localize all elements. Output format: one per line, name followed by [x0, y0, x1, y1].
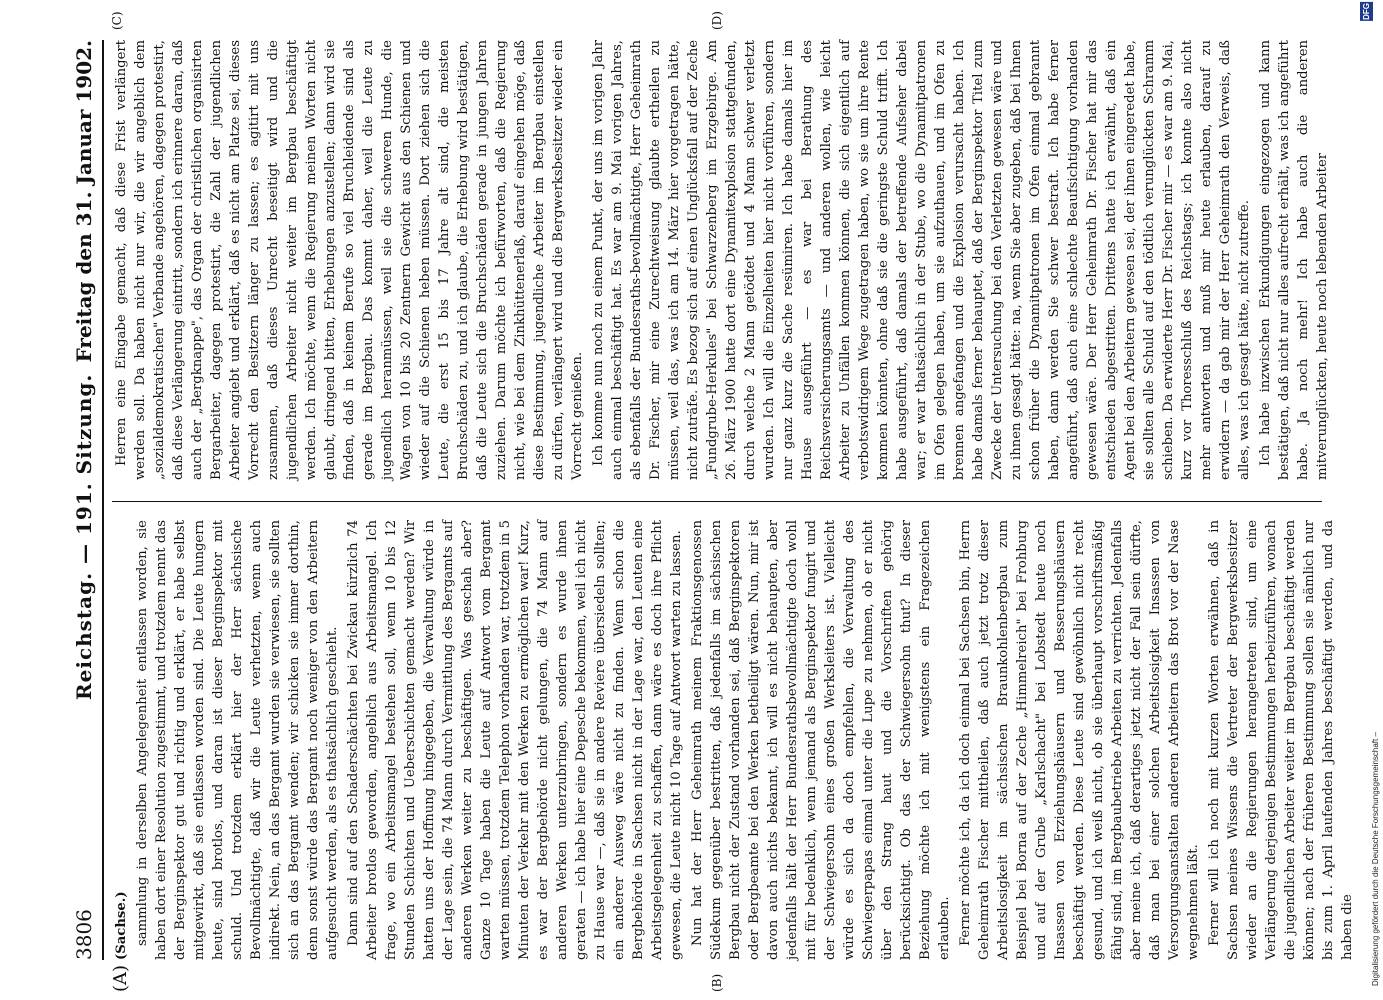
digitization-note — [1357, 6, 1380, 986]
section-marker-d: (D) — [710, 11, 724, 30]
dfg-logo: DFG — [1362, 3, 1371, 20]
page-header — [68, 40, 104, 960]
column-divider — [112, 501, 1322, 502]
paragraph: Ich habe inzwischen Erkundigungen eingezogen und kann bestätigen, daß nicht nur alles aufrecht erhält, was ich angeführt habe. Ja noch mehr! Ich habe auch die anderen mitverunglückten, heute noch lebenden Arbeiter — [1258, 40, 1330, 480]
paragraph: Herren eine Eingabe gemacht, daß diese Frist verlängert werden soll. Da haben nicht nur wir, die wir angeblich dem „sozialdemokratischen" Verbande angehören, dagegen protestirt, daß diese Verlängerung eintritt, sondern ich erinnere daran, daß auch der „Bergknappe", das Organ der christlichen organisirten Bergarbeiter, dagegen protestirt, die Zahl der jugendlichen Arbeiter angiebt und erklärt, daß es nicht am Platze sei, dieses Vorrecht den Besitzern länger zu lassen; es agitirt mit uns zusammen, daß dieses Unrecht beseitigt wird und die jugendlichen Arbeiter nicht weiter im Bergbau beschäftigt werden. Ich möchte, wenn die Regierung meinen Worten nicht glaubt, dringend bitten, Erhebungen anzustellen; dann wird sie finden, daß in keinem Berufe so viel Bruchleidende sind als gerade im Bergbau. Das kommt daher, weil die Leute zu jugendlich heranmüssen, weil sie die schweren Hunde, die Wagen von 10 bis 20 Zentnern Gewicht aus den Schienen und wieder auf die Schienen heben müssen. Dort ziehen sich die Leute, die erst 15 bis 17 Jahre alt sind, die meisten Bruchschäden zu, und ich glaube, die Erhebung wird bestätigen, daß die Leute sich die Bruchschäden gerade in jungen Jahren zuziehen. Darum möchte ich befürworten, daß die Regierung nicht, wie bei dem Zinkhüttenerlaß, darauf eingehen möge, daß diese Bestimmung, jugendliche Arbeiter im Bergbau einstellen zu dürfen, verlängert wird und die Bergwerksbesitzer wieder ein Vorrecht genießen. — [114, 40, 585, 480]
section-marker-a: (A) — [110, 964, 131, 992]
paragraph: Nun hat der Herr Geheimrath meinem Fraktionsgenossen Südekum gegenüber bestritten, daß jedenfalls im sächsischen Bergbau nicht der Zustand vorhanden sei, daß Berginspektoren oder Bergbeamte bei den Werken betheiligt wären. Nun, mir ist davon auch nichts bekannt, ich will es nicht behaupten, aber jedenfalls hält der Herr Bundesrathsbevollmächtigte doch wohl mit für bedenklich, wenn jemand als Berginspektor fungirt und der Schwiegersohn eines großen Werksleiters ist. Vielleicht würde es sich da doch empfehlen, die Verwaltung des Schwiegerpapas einmal unter die Lupe zu nehmen, ob er nicht über den Strang haut und die Vorschriften gehörig berücksichtigt. Ob das der Schwiegersohn thut? In dieser Beziehung möchte ich mit wenigstens ein Fragezeichen erlauben. — [690, 520, 952, 960]
section-marker-c: (C) — [110, 11, 124, 30]
paragraph: sammlung in derselben Angelegenheit entlassen worden, sie haben dort einer Resolution zugestimmt, und trotzdem nennt das der Berginspektor gut und richtig und erklärt, er habe selbst mitgewirkt, daß sie entlassen worden sind. Die Leute hungern heute, sind brotlos, und daran ist dieser Berginspektor mit schuld. Und trotzdem erklärt hier der Herr sächsische Bevollmächtigte, daß wir die Leute verhetzten, wenn auch indirekt. Nein, an das Bergamt wurden sie verwiesen, sie sollten sich an das Bergamt wenden; wir schicken sie immer dorthin, denn sonst würde das Bergamt noch weniger von den Arbeitern aufgesucht werden, als es thatsächlich geschieht. — [135, 520, 340, 960]
left-column — [112, 520, 1355, 960]
digitization-text: Digitalisierung gefördert durch die Deutsche Forschungsgemeinschaft – — [1371, 732, 1380, 986]
paragraph: Ich komme nun noch zu einem Punkt, der uns im vorigen Jahr auch einmal beschäftigt hat. Es war am 9. Mai vorigen Jahres, als ebenfalls der Bundesraths-bevollmächtigte, Herr Geheimrath Dr. Fischer, mir eine Zurechtweisung glaubte ertheilen zu müssen, weil das, was ich am 14. März hier vorgetragen hätte, nicht zuträfe. Es bezog sich auf einen Unglücksfall auf der Zeche „Fundgrube-Herkules" bei Schwarzenberg im Erzgebirge. Am 26. März 1900 hatte dort eine Dynamitexplosion stattgefunden, durch welche 2 Mann getödtet und 4 Mann schwer verletzt wurden. Ich will die Einzelheiten hier nicht vorführen, sondern nur ganz kurz die Sache resümiren. Ich habe damals hier im Hause ausgeführt — es war bei Berathung des Reichsversicherungsamts — und anderen wollen, wie leicht Arbeiter zu Unfällen kommen können, die sich eigentlich auf verbotswidrigem Wege zugetragen haben, wo sie um ihre Rente kommen könnten, ohne daß sie die geringste Schuld trifft. Ich habe ausgeführt, daß damals der betreffende Aufseher dabei war; er war thatsächlich in der Stube, wo die Dynamitpatronen im Ofen gelegen haben, um sie aufzuthauen, und im Ofen zu brennen angefangen und die Explosion verursacht haben. Ich habe damals ferner behauptet, daß der Berginspektor Titel zum Zwecke der Untersuchung bei den Verletzten gewesen wäre und zu ihnen gesagt hätte: na, wenn Sie aber zugeben, daß bei Ihnen schon früher die Dynamitpatronen im Ofen einmal gebrannt haben, dann werden Sie schwer bestraft. Ich habe ferner angeführt, daß auch eine schlechte Beaufsichtigung vorhanden gewesen wäre. Der Herr Geheimrath Dr. Fischer hat mir das entschieden abgestritten. Drittens hatte ich erwähnt, daß ein Agent bei den Arbeitern gewesen sei, der ihnen eingeredet habe, sie sollten alle Schuld auf den tödtlich verunglückten Schramm schieben. Da erwiderte Herr Dr. Fischer mir — es war am 9. Mai, kurz vor Thoresschluß des Reichstags; ich konnte also nicht mehr antworten und muß mir heute erlauben, darauf zu erwidern — da gab mir der Herr Geheimrath den Verweis, daß alles, was ich gesagt hätte, nicht zutreffe. — [591, 40, 1252, 480]
right-column — [112, 40, 1330, 480]
paragraph: Dann sind auf den Schaderschächten bei Zwickau kürzlich 74 Arbeiter brotlos geworden, angeblich aus Arbeitsmangel. Ich frage, wo ein Arbeitsmangel bestehen soll, wenn 10 bis 12 Stunden Schichten und Ueberschichten gemacht werden? Wir hatten uns der Hoffnung hingegeben, die Verwaltung würde in der Lage sein, die 74 Mann durch Vermittlung des Bergamts auf anderen Werken weiter zu beschäftigen. Was geschah aber? Ganze 10 Tage haben die Leute auf Antwort vom Bergamt warten müssen, trotzdem Telephon vorhanden war, trotzdem in 5 Minuten der Verkehr mit den Werken zu ermöglichen war! Kurz, es war der Bergbehörde nicht gelungen, die 74 Mann auf anderen Werken unterzubringen, sondern es wurde ihnen geraten — ich habe hier eine Depesche bekommen, weil ich nicht zu Hause war —, daß sie in andere Reviere übersiedeln sollten; ein anderer Ausweg wäre nicht zu finden. Wenn schon die Bergbehörde in Sachsen nicht in der Lage war, den Leuten eine Arbeitsgelegenheit zu schaffen, dann wäre es doch ihre Pflicht gewesen, die Leute nicht 10 Tage auf Antwort warten zu lassen. — [346, 520, 684, 960]
page-number: 3806 — [72, 909, 96, 960]
paragraph: Ferner will ich noch mit kurzen Worten erwähnen, daß in Sachsen meines Wissens die Vertreter der Bergwerksbesitzer wieder an die Regierungen herangetreten sind, um eine Verlängerung derjenigen Bestimmungen herbeizuführen, wonach die jugendlichen Arbeiter weiter im Bergbau beschäftigt werden können; nach der früheren Bestimmung sollen sie nämlich nur bis zum 1. April laufenden Jahres beschäftigt werden, und da haben die — [1207, 520, 1355, 960]
speaker-label: (Sachse.) — [114, 891, 129, 960]
session-title: Reichstag. — 191. Sitzung. — [72, 373, 96, 700]
document-page — [50, 0, 1355, 1000]
section-marker-b: (B) — [710, 973, 724, 992]
paragraph: Ferner möchte ich, da ich doch einmal bei Sachsen bin, Herrn Geheimrath Fischer mittheilen, daß auch jetzt trotz dieser Arbeitslosigkeit im sächsischen Braunkohlenbergbau zum Beispiel bei Borna auf der Zeche „Himmelreich" bei Frohburg und auf der Grube „Karlschacht" bei Lobstedt heute noch Insassen von Erziehungshäusern und Besserungshäusern beschäftigt werden. Diese Leute sind gewöhnlich nicht recht gesund, und ich weiß nicht, ob sie überhaupt vorschriftsmäßig fähig sind, im Bergbaubetriebe Arbeiten zu verrichten. Jedenfalls aber meine ich, daß derartiges jetzt nicht der Fall sein dürfte, daß man bei einer solchen Arbeitslosigkeit Insassen von Versorgungsanstalten anderen Arbeitern das Brot vor der Nase wegnehmen läßt. — [958, 520, 1201, 960]
session-date: Freitag den 31. Januar 1902. — [72, 40, 96, 363]
